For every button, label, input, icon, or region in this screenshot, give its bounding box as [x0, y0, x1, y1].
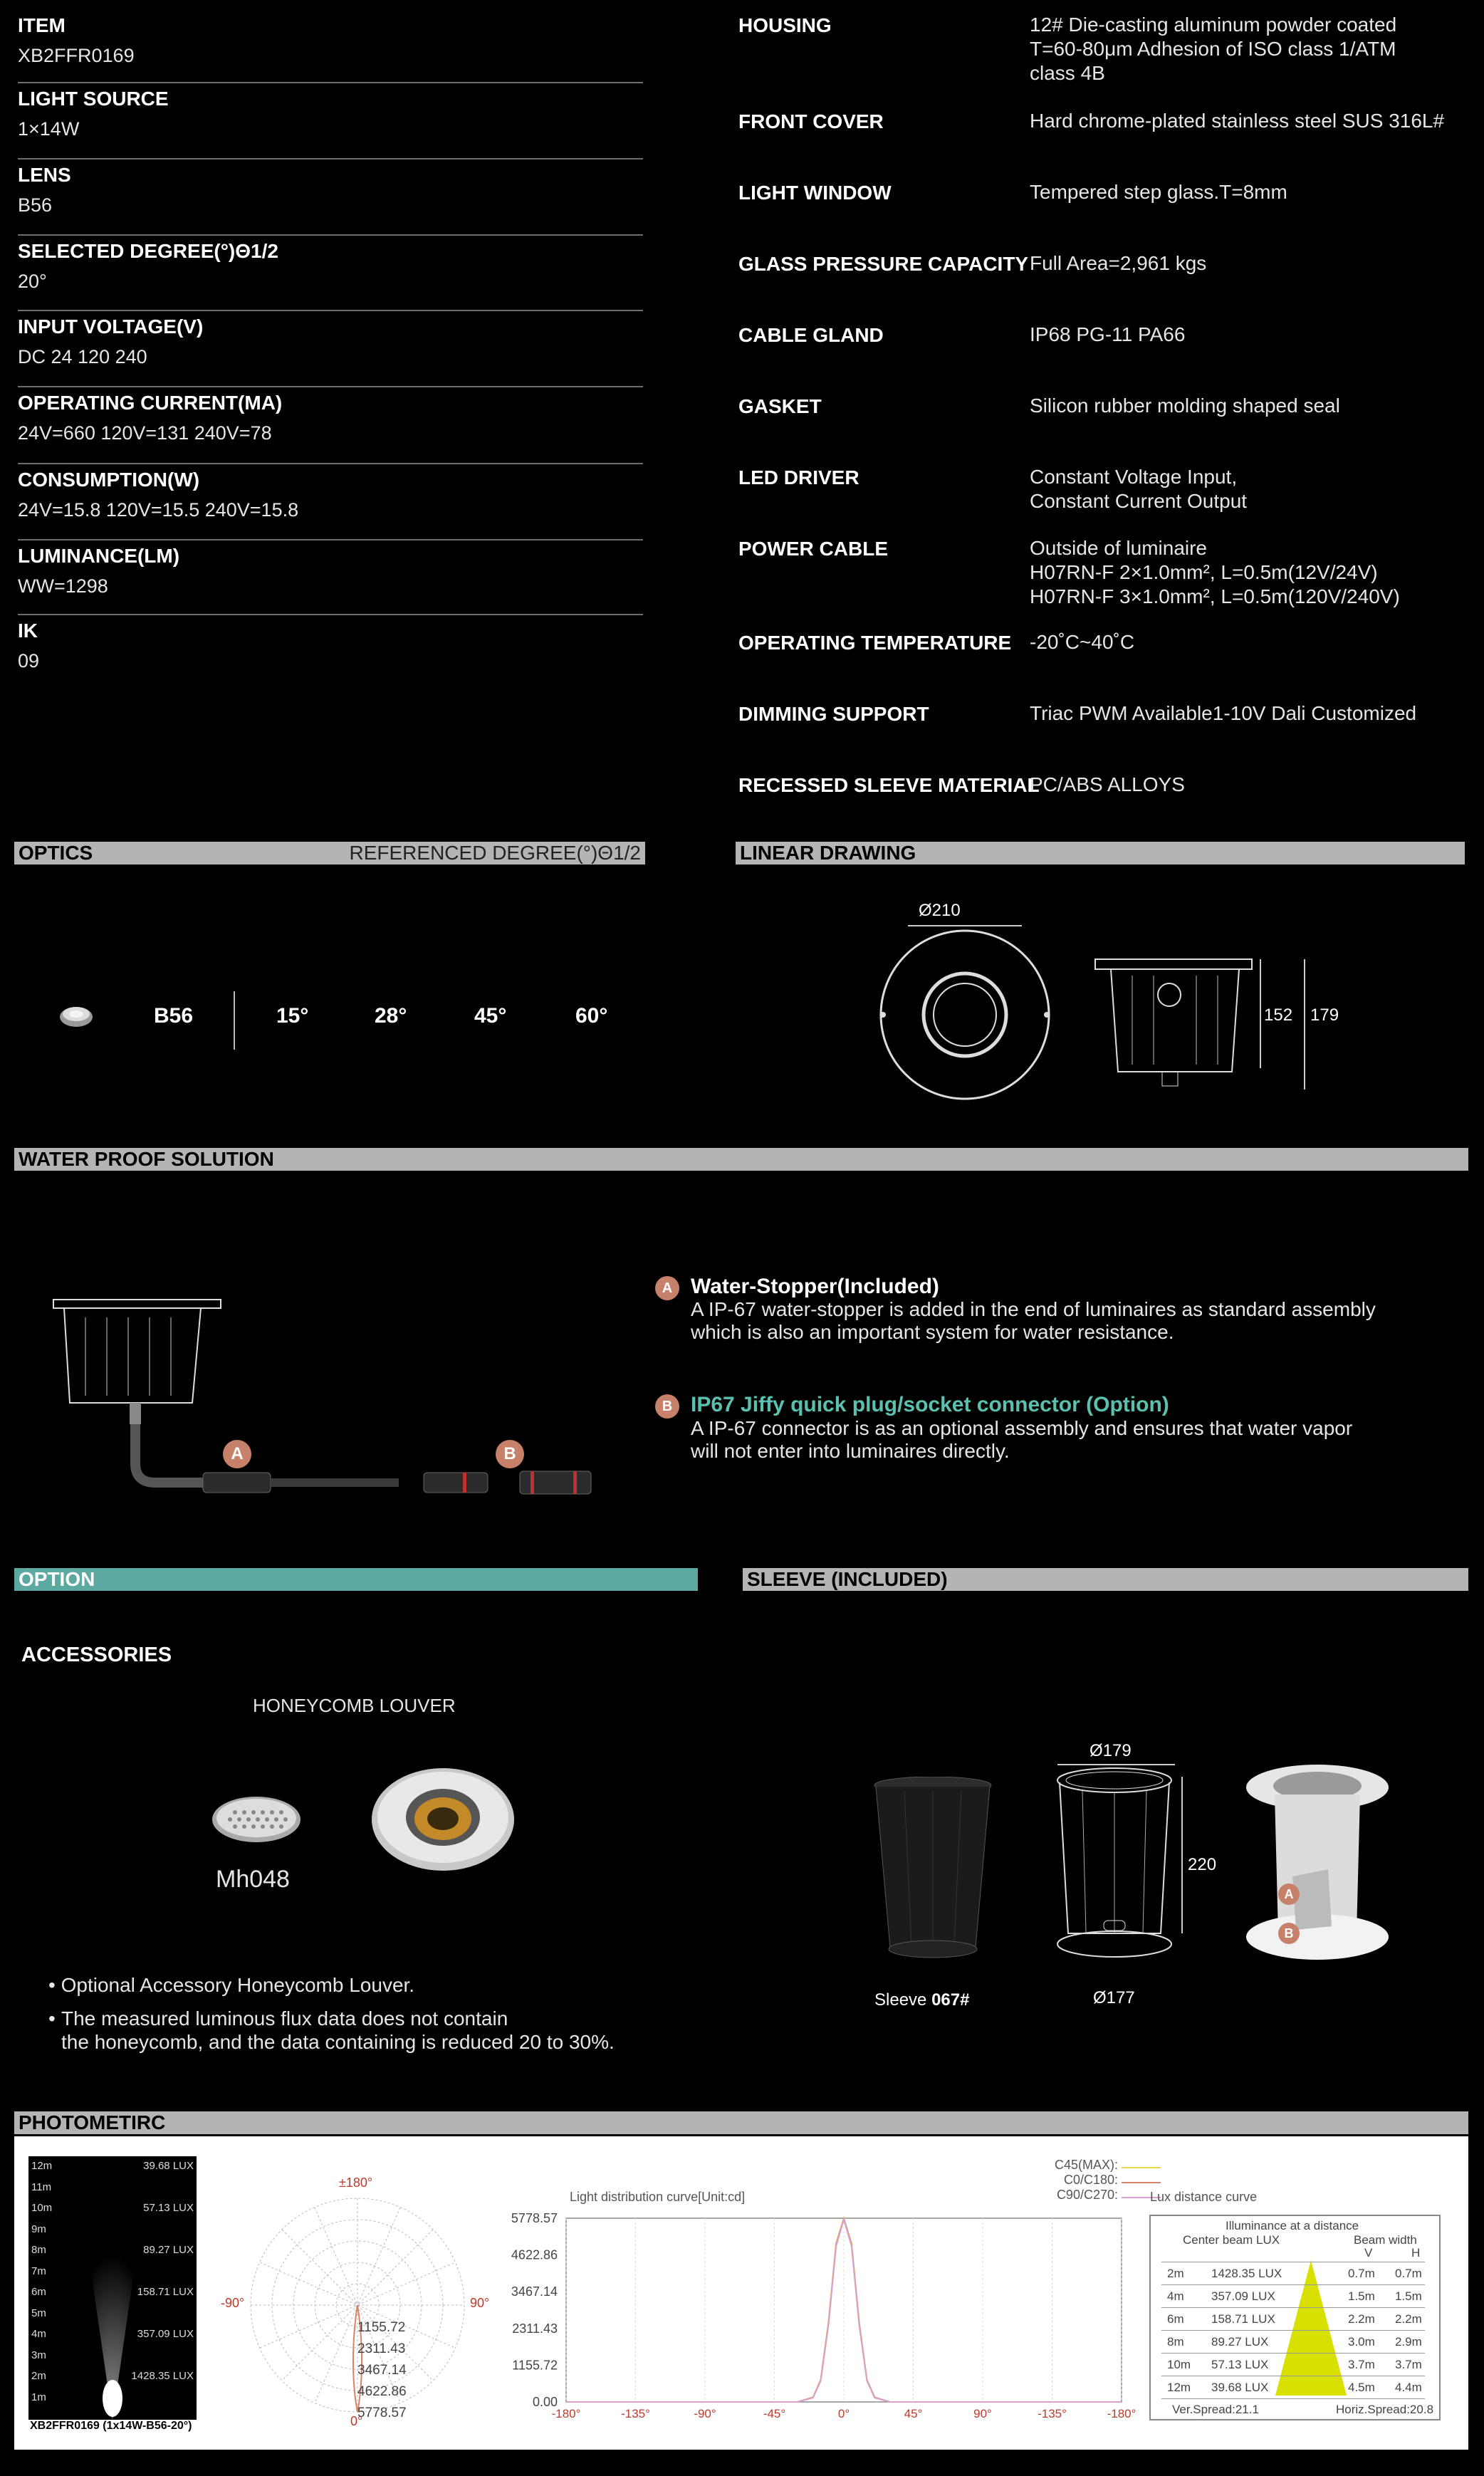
strip-distance-label: 1m [31, 2391, 46, 2403]
strip-lux-label: 39.68 LUX [143, 2160, 194, 2172]
spec-value: WW=1298 [18, 575, 108, 597]
strip-distance-label: 12m [31, 2160, 53, 2172]
spec-value: 24V=660 120V=131 240V=78 [18, 422, 272, 444]
sleeve-line-drawing [1047, 1762, 1189, 1969]
strip-distance-label: 7m [31, 2265, 46, 2277]
beam-v: 1.5m [1348, 2289, 1375, 2303]
lux-value: 89.27 LUX [1211, 2335, 1269, 2349]
spec-label: RECESSED SLEEVE MATERIAL [738, 774, 1040, 796]
strip-distance-label: 8m [31, 2244, 46, 2256]
louver-title: HONEYCOMB LOUVER [253, 1695, 456, 1716]
spec-value: 24V=15.8 120V=15.5 240V=15.8 [18, 499, 299, 521]
x-tick-label: -135° [1038, 2407, 1067, 2420]
sleeve-black-image [872, 1777, 993, 1962]
optics-degree: 15° [276, 1004, 309, 1028]
legend-item: C90/C270: [1056, 2188, 1118, 2202]
spec-value: Full Area=2,961 kgs [1030, 252, 1207, 274]
option-note-1-text: Optional Accessory Honeycomb Louver. [61, 1974, 415, 1996]
sleeve-badge-a: A [1278, 1884, 1300, 1905]
spec-row [18, 469, 643, 540]
option-note-2 [48, 2007, 615, 2054]
photometric-title: PHOTOMETIRC [19, 2111, 166, 2133]
spec-value: 1×14W [18, 118, 80, 140]
strip-distance-label: 6m [31, 2286, 46, 2298]
strip-distance-label: 11m [31, 2180, 52, 2193]
spec-label: LENS [18, 164, 71, 186]
x-tick-label: -135° [621, 2407, 650, 2420]
x-tick-label: -180° [551, 2407, 581, 2420]
sleeve-title: SLEEVE (INCLUDED) [747, 1568, 948, 1590]
waterproof-title: WATER PROOF SOLUTION [19, 1148, 274, 1170]
spec-value: PC/ABS ALLOYS [1030, 773, 1185, 795]
lux-table-row [1161, 2330, 1425, 2353]
spec-label: HOUSING [738, 14, 832, 36]
curve-title: Light distribution curve[Unit:cd] [570, 2190, 746, 2204]
lux-value: 39.68 LUX [1211, 2381, 1269, 2394]
sleeve-bottom-diameter: Ø177 [1093, 1988, 1135, 2007]
linear-diameter-label: Ø210 [919, 901, 961, 920]
spec-row [18, 392, 643, 464]
lux-table-v: V [1364, 2246, 1373, 2260]
beam-v: 2.2m [1348, 2312, 1375, 2326]
strip-lux-label: 158.71 LUX [137, 2286, 194, 2298]
optics-degree: 28° [375, 1004, 407, 1028]
spec-value: -20˚C~40˚C [1030, 631, 1135, 653]
waterproof-illustration [50, 1296, 648, 1510]
strip-lux-label: 357.09 LUX [137, 2328, 194, 2340]
lux-table-row [1161, 2284, 1425, 2307]
waterproof-badge-b-legend: B [655, 1394, 679, 1419]
spec-label: GASKET [738, 395, 822, 417]
y-tick-label: 4622.86 [511, 2247, 558, 2262]
spec-label: CABLE GLAND [738, 324, 884, 346]
beam-h: 1.5m [1395, 2289, 1422, 2303]
strip-lux-label: 57.13 LUX [143, 2202, 194, 2214]
linear-drawing-title: LINEAR DRAWING [740, 842, 916, 864]
lux-table-row [1161, 2376, 1425, 2399]
spec-value: 09 [18, 650, 40, 672]
spec-value: Constant Voltage Input, Constant Current Output [1030, 466, 1248, 512]
lux-distance: 10m [1167, 2358, 1191, 2371]
waterproof-badge-a-legend: A [655, 1276, 679, 1300]
y-tick-label: 2311.43 [512, 2321, 558, 2336]
linear-drawing [855, 922, 1381, 1100]
beam-h: 4.4m [1395, 2381, 1422, 2394]
spec-value: Hard chrome-plated stainless steel SUS 316L# [1030, 110, 1445, 132]
lux-table-col1: Center beam LUX [1183, 2233, 1280, 2247]
vertical-spread: Ver.Spread:21.1 [1172, 2403, 1259, 2416]
spec-value: 12# Die-casting aluminum powder coated T=60-80μm Adhesion of ISO class 1/ATM class 4B [1030, 14, 1397, 84]
lux-value: 357.09 LUX [1211, 2289, 1275, 2303]
spec-value: DC 24 120 240 [18, 346, 147, 367]
beam-v: 4.5m [1348, 2381, 1375, 2394]
connector-title: IP67 Jiffy quick plug/socket connector (Option) [691, 1393, 1169, 1416]
linear-height-total: 179 [1310, 1005, 1339, 1025]
polar-value-label: 3467.14 [357, 2363, 407, 2378]
polar-value-label: 2311.43 [357, 2341, 406, 2356]
spec-row [18, 620, 643, 680]
beam-v: 0.7m [1348, 2267, 1375, 2280]
polar-right-label: 90° [470, 2296, 490, 2310]
spec-value: Triac PWM Available1-10V Dali Customized [1030, 702, 1417, 724]
spec-row [18, 14, 643, 83]
beam-h: 2.2m [1395, 2312, 1422, 2326]
lux-table-h: H [1411, 2246, 1421, 2260]
water-stopper-text: A IP-67 water-stopper is added in the end of luminaires as standard assembly which is also an important system for water resistance. [691, 1298, 1376, 1343]
spec-row [18, 164, 643, 236]
lux-table-row [1161, 2353, 1425, 2376]
lux-table [1149, 2215, 1441, 2420]
lux-distance-title: Lux distance curve [1150, 2190, 1258, 2204]
x-tick-label: -45° [763, 2407, 786, 2420]
accessories-title: ACCESSORIES [21, 1644, 172, 1666]
optics-degree: 45° [474, 1004, 507, 1028]
optics-divider [234, 991, 235, 1050]
y-tick-label: 1155.72 [512, 2358, 558, 2373]
spec-label: SELECTED DEGREE(°)Θ1/2 [18, 240, 278, 262]
louver-installed-image [370, 1766, 516, 1873]
y-tick-label: 3467.14 [511, 2284, 558, 2299]
polar-left-label: -90° [221, 2296, 245, 2310]
lux-table-row [1161, 2262, 1425, 2284]
strip-distance-label: 10m [31, 2202, 53, 2214]
connector-text: A IP-67 connector is as an optional assembly and ensures that water vapor will not enter into luminaires directly. [691, 1417, 1353, 1462]
spec-label: IK [18, 620, 38, 642]
spec-label: ITEM [18, 14, 66, 36]
strip-lux-label: 1428.35 LUX [131, 2370, 194, 2382]
spec-label: OPERATING TEMPERATURE [738, 632, 1012, 654]
option-note-2-text: The measured luminous flux data does not contain the honeycomb, and the data containing is reduced 20 to 30%. [61, 2007, 615, 2053]
strip-distance-label: 3m [31, 2349, 46, 2361]
spec-value: Outside of luminaire H07RN-F 2×1.0mm², L=0.5m(12V/24V) H07RN-F 3×1.0mm², L=0.5m(120V/240V) [1030, 537, 1400, 607]
spec-value: XB2FFR0169 [18, 45, 135, 66]
waterproof-header [14, 1148, 1468, 1171]
legend-item: C0/C180: [1063, 2173, 1118, 2187]
lux-distance: 8m [1167, 2335, 1184, 2349]
option-note-1 [48, 1974, 414, 1997]
lux-value: 1428.35 LUX [1211, 2267, 1282, 2280]
sleeve-caption-prefix: Sleeve [874, 1990, 932, 2010]
curve-legend [983, 2158, 1118, 2203]
series-line-c0-c180 [566, 2219, 1122, 2402]
louver-model: Mh048 [216, 1866, 290, 1893]
polar-value-label: 1155.72 [357, 2320, 406, 2335]
spec-row [18, 240, 643, 311]
spec-label: LIGHT WINDOW [738, 182, 892, 204]
spec-label: FRONT COVER [738, 110, 884, 132]
x-tick-label: -180° [1107, 2407, 1136, 2420]
lux-table-col2: Beam width [1354, 2233, 1417, 2247]
beam-h: 0.7m [1395, 2267, 1422, 2280]
optics-title: OPTICS [19, 842, 93, 864]
spec-label: OPERATING CURRENT(MA) [18, 392, 283, 414]
beam-v: 3.7m [1348, 2358, 1375, 2371]
lux-distance: 2m [1167, 2267, 1184, 2280]
spec-label: LED DRIVER [738, 466, 859, 489]
sleeve-header [743, 1568, 1468, 1591]
lux-value: 158.71 LUX [1211, 2312, 1275, 2326]
polar-value-label: 4622.86 [357, 2384, 407, 2399]
strip-lux-label: 89.27 LUX [143, 2244, 194, 2256]
spec-label: INPUT VOLTAGE(V) [18, 315, 204, 338]
sleeve-top-diameter: Ø179 [1090, 1741, 1132, 1760]
linear-drawing-header [736, 842, 1465, 864]
sleeve-installed-image [1243, 1762, 1392, 1969]
optics-degree: 60° [575, 1004, 608, 1028]
strip-distance-label: 9m [31, 2222, 46, 2235]
lux-table-row [1161, 2307, 1425, 2330]
y-tick-label: 5778.57 [511, 2211, 558, 2225]
x-tick-label: -90° [694, 2407, 716, 2420]
spec-row [18, 315, 643, 387]
beam-v: 3.0m [1348, 2335, 1375, 2349]
polar-value-label: 5778.57 [357, 2406, 407, 2420]
x-tick-label: 90° [973, 2407, 992, 2420]
spec-label: GLASS PRESSURE CAPACITY [738, 253, 1029, 275]
beam-h: 3.7m [1395, 2358, 1422, 2371]
lux-distance: 12m [1167, 2381, 1191, 2394]
sleeve-badge-b: B [1278, 1923, 1300, 1944]
bullet-icon: • [48, 1974, 56, 1996]
bullet-icon: • [48, 2007, 56, 2030]
waterproof-badge-a: A [223, 1440, 251, 1468]
y-tick-label: 0.00 [532, 2395, 558, 2409]
spec-label: POWER CABLE [738, 538, 888, 560]
beam-h: 2.9m [1395, 2335, 1422, 2349]
x-tick-label: 45° [904, 2407, 923, 2420]
spec-label: LUMINANCE(LM) [18, 545, 180, 567]
horizontal-spread: Horiz.Spread:20.8 [1336, 2403, 1434, 2416]
spec-row [18, 88, 643, 160]
optics-subtitle: REFERENCED DEGREE(°)Θ1/2 [349, 842, 641, 864]
waterproof-badge-b: B [496, 1440, 524, 1468]
polar-top-label: ±180° [339, 2175, 373, 2190]
strip-distance-label: 5m [31, 2307, 46, 2319]
lens-image [58, 1001, 94, 1030]
lux-distance: 4m [1167, 2289, 1184, 2303]
water-stopper-title: Water-Stopper(Included) [691, 1275, 939, 1298]
spec-label: DIMMING SUPPORT [738, 703, 929, 725]
spec-value: 20° [18, 271, 47, 292]
linear-height-inner: 152 [1264, 1005, 1293, 1025]
sleeve-caption-code: 067# [931, 1990, 970, 2010]
strip-distance-label: 4m [31, 2328, 46, 2340]
spec-label: CONSUMPTION(W) [18, 469, 200, 491]
spec-row [18, 545, 643, 615]
series-line-c90-c270 [566, 2220, 1122, 2402]
spec-value: Silicon rubber molding shaped seal [1030, 395, 1340, 417]
lux-value: 57.13 LUX [1211, 2358, 1269, 2371]
optics-lens-label: B56 [154, 1004, 194, 1028]
option-title: OPTION [19, 1568, 95, 1590]
optics-header [14, 842, 645, 864]
spec-value: IP68 PG-11 PA66 [1030, 323, 1186, 345]
x-tick-label: 0° [837, 2407, 850, 2420]
strip-distance-label: 2m [31, 2370, 46, 2382]
honeycomb-louver-image [210, 1795, 303, 1844]
lux-distance-strip [28, 2156, 197, 2420]
lux-distance: 6m [1167, 2312, 1184, 2326]
sleeve-height: 220 [1188, 1855, 1217, 1874]
spec-label: LIGHT SOURCE [18, 88, 169, 110]
option-header [14, 1568, 698, 1591]
light-distribution-chart [491, 2204, 1139, 2432]
photometric-header [14, 2111, 1468, 2134]
spec-value: B56 [18, 194, 53, 216]
legend-item: C45(MAX): [1054, 2158, 1118, 2172]
spec-value: Tempered step glass.T=8mm [1030, 181, 1287, 203]
lux-table-title: Illuminance at a distance [1226, 2219, 1359, 2232]
sleeve-caption [874, 1990, 969, 2010]
strip-caption: XB2FFR0169 (1x14W-B56-20°) [30, 2420, 192, 2432]
polar-bottom-label: 0° [350, 2414, 363, 2428]
